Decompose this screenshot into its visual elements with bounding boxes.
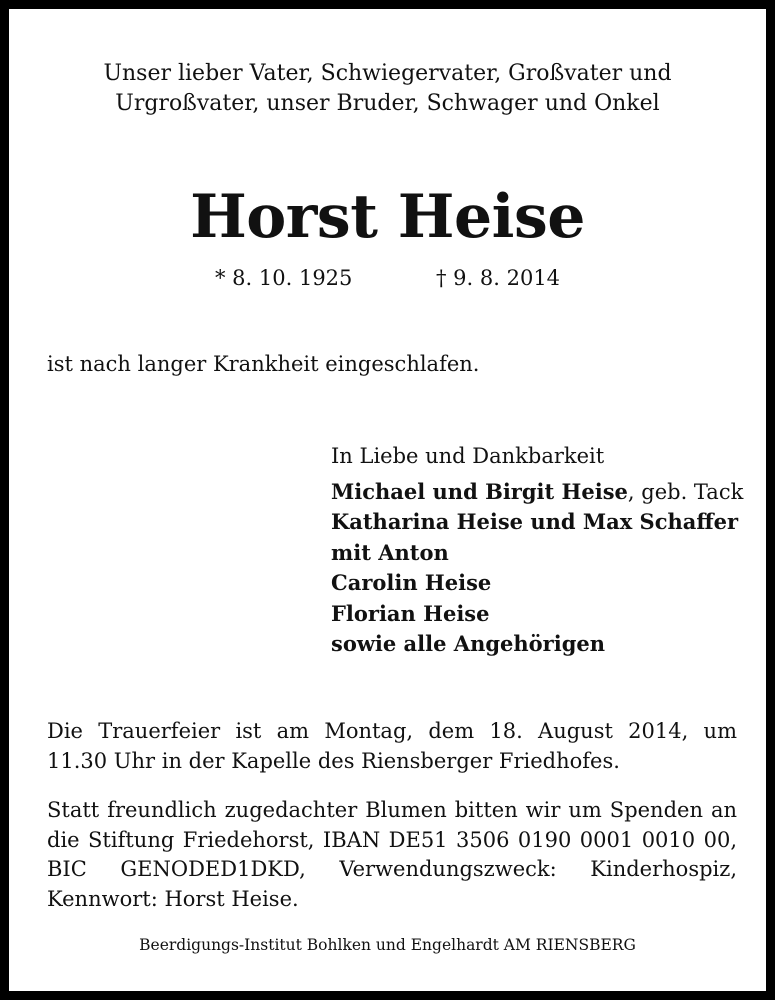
donation-info [47, 796, 737, 914]
funeral-info [47, 717, 737, 776]
mourner-name: sowie alle Angehörigen [331, 631, 606, 656]
funeral-line: 11.30 Uhr in der Kapelle des Riensberger Friedhofes. [47, 748, 620, 773]
intro-line: Urgroßvater, unser Bruder, Schwager und Onkel [115, 91, 660, 116]
donation-line: Statt freundlich zugedachter Blumen bitten wir um Spenden an [47, 798, 737, 822]
mourners-list [331, 442, 743, 660]
mourner-line [331, 507, 743, 538]
donation-line: BIC GENODED1DKD, Verwendungszweck: Kinderhospiz, [47, 857, 737, 881]
mourner-name: Katharina Heise und Max Schaffer [331, 509, 739, 534]
mourner-name: Florian Heise [331, 600, 490, 626]
mourner-name: Carolin Heise [331, 570, 492, 595]
mourner-name: Michael und Birgit Heise [331, 478, 628, 504]
mourner-line [331, 629, 743, 660]
intro-text [9, 59, 766, 119]
birth-date: * 8. 10. 1925 [215, 266, 353, 290]
deceased-name: Horst Heise [190, 182, 585, 252]
mourner-name: mit Anton [331, 539, 449, 565]
funeral-home-footer: Beerdigungs-Institut Bohlken und Engelhardt AM RIENSBERG [139, 936, 636, 954]
mourner-name-suffix: , geb. Tack [627, 479, 744, 504]
death-date: † 9. 8. 2014 [436, 266, 561, 290]
mourner-line [331, 568, 743, 599]
funeral-line: Die Trauerfeier ist am Montag, dem 18. August 2014, um [47, 719, 737, 743]
donation-line: die Stiftung Friedehorst, IBAN DE51 3506 0190 0001 0010 00, [47, 827, 737, 852]
death-statement: ist nach langer Krankheit eingeschlafen. [47, 352, 480, 376]
mourner-line [331, 538, 743, 569]
intro-line: Unser lieber Vater, Schwiegervater, Großvater und [103, 61, 672, 86]
mourners-greeting: In Liebe und Dankbarkeit [331, 444, 605, 468]
mourner-line [331, 477, 743, 508]
donation-line: Kennwort: Horst Heise. [47, 886, 299, 911]
mourner-line [331, 599, 743, 630]
